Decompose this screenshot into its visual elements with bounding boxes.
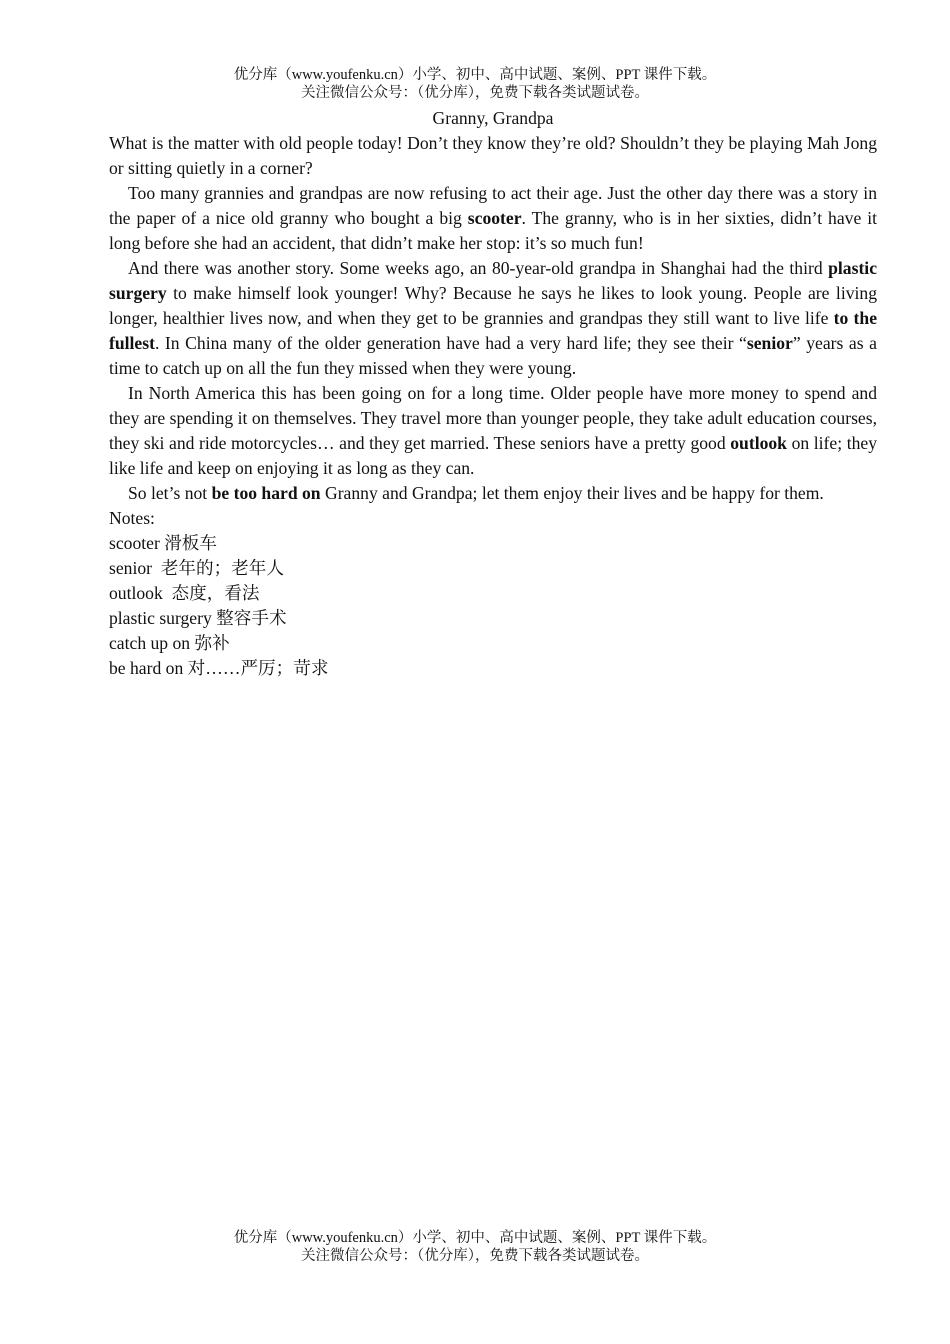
footer-banner-line-1: 优分库（www.youfenku.cn）小学、初中、高中试题、案例、PPT 课件下载。 <box>233 1230 717 1246</box>
document-body <box>109 106 877 681</box>
paragraph-3-text-d: ” years as a time to catch up on all the fun they missed when they were young. <box>109 333 877 378</box>
paragraph-3-text-b: to make himself look younger! Why? Because he says he likes to look young. People are living longer, healthier lives now, and when they get to be grannies and grandpas they still want to live life <box>109 283 877 328</box>
notes-section <box>109 506 877 681</box>
note-item: be hard on 对……严厉；苛求 <box>109 658 329 678</box>
paragraph-4-text-b: on life; they like life and keep on enjoying it as long as they can. <box>109 433 877 478</box>
note-item: outlook 态度，看法 <box>109 583 260 603</box>
paragraph-1: What is the matter with old people today! Don’t they know they’re old? Shouldn’t they be playing Mah Jong or sitting quietly in a corner? <box>109 133 877 178</box>
note-item: catch up on 弥补 <box>109 633 230 653</box>
term-to-the-fullest: to the fullest <box>109 308 878 353</box>
paragraph-4-text-a: In North America this has been going on for a long time. Older people have more money to spend and they are spending it on themselves. They travel more than younger people, they take adult education courses, they ski and ride motorcycles… and they get married. These seniors have a pretty good <box>109 383 877 453</box>
term-scooter: scooter <box>467 208 522 228</box>
header-banner-line-2: 关注微信公众号：（优分库），免费下载各类试题试卷。 <box>301 85 649 101</box>
term-outlook: outlook <box>730 433 787 453</box>
paragraph-3-text-a: And there was another story. Some weeks ago, an 80-year-old grandpa in Shanghai had the third <box>128 258 829 278</box>
term-plastic-surgery: plastic surgery <box>109 258 877 303</box>
paragraph-5-text-a: So let’s not <box>128 483 212 503</box>
note-item: scooter 滑板车 <box>109 533 217 553</box>
paragraph-2-text-a: Too many grannies and grandpas are now refusing to act their age. Just the other day there was a story in the paper of a nice old granny who bought a big <box>109 183 877 228</box>
footer-banner-line-2: 关注微信公众号：（优分库），免费下载各类试题试卷。 <box>301 1248 649 1264</box>
term-be-too-hard-on: be too hard on <box>211 483 321 503</box>
header-banner <box>0 66 950 102</box>
notes-heading: Notes: <box>109 508 155 528</box>
paragraph-3-text-c: . In China many of the older generation have had a very hard life; they see their “ <box>154 333 747 353</box>
paragraph-2-text-b: . The granny, who is in her sixties, didn’t have it long before she had an accident, that didn’t make her stop: it’s so much fun! <box>109 208 878 253</box>
paragraph-3 <box>109 256 877 381</box>
article-title: Granny, Grandpa <box>432 108 554 128</box>
footer-banner <box>0 1229 950 1265</box>
term-senior: senior <box>746 333 793 353</box>
paragraph-5 <box>109 481 877 506</box>
paragraph-5-text-b: Granny and Grandpa; let them enjoy their lives and be happy for them. <box>320 483 824 503</box>
note-item: senior 老年的；老年人 <box>109 558 284 578</box>
note-item: plastic surgery 整容手术 <box>109 608 287 628</box>
paragraph-2 <box>109 181 877 256</box>
paragraph-4 <box>109 381 877 481</box>
header-banner-line-1: 优分库（www.youfenku.cn）小学、初中、高中试题、案例、PPT 课件下载。 <box>233 67 717 83</box>
